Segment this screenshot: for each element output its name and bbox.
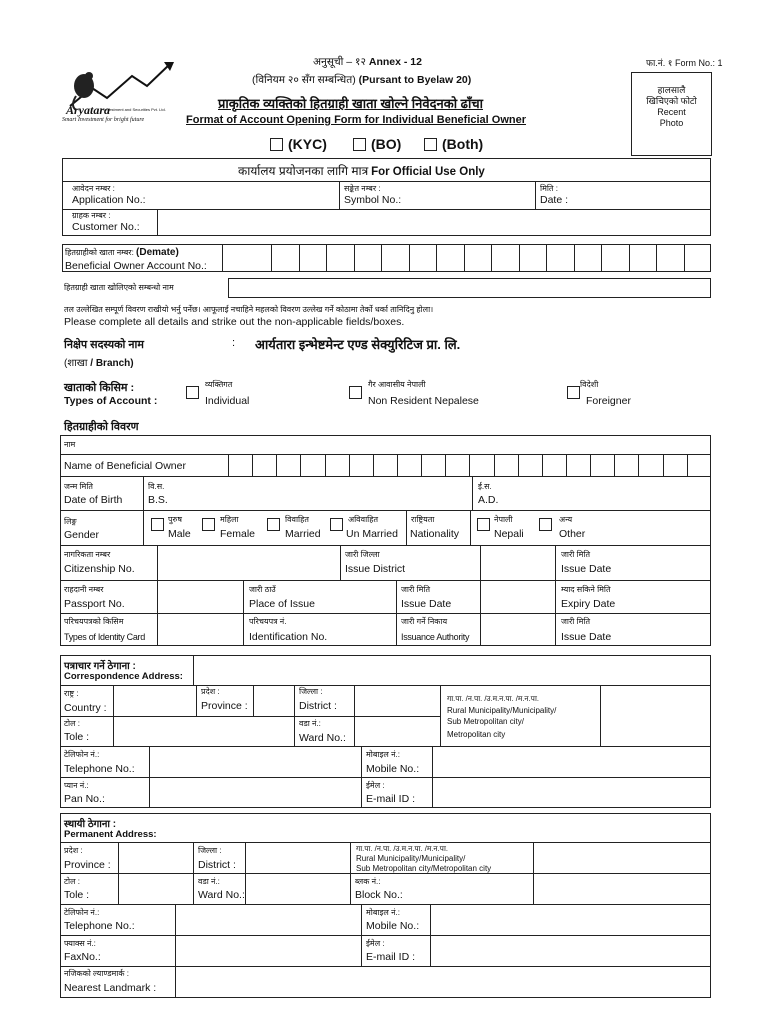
nepali-checkbox[interactable]	[477, 518, 490, 531]
corr-muni-np: गा.पा. /न.पा. /उ.म.न.पा. /म.न.पा.	[447, 694, 539, 703]
official-title-en: For Official Use Only	[371, 166, 485, 178]
issue-district-np: जारी जिल्ला	[345, 550, 380, 559]
id-no-en: Identification No.	[249, 631, 328, 643]
title-np: प्राकृतिक व्यक्तिको हितग्राही खाता खोल्ने निवेदनको ढाँचा	[218, 96, 483, 111]
perm-district-np: जिल्ला :	[198, 846, 222, 855]
account-request-np: हितग्राही खाता खोलिएको सम्बन्धो नाम	[64, 283, 174, 292]
authority-np: जारी गर्ने निकाय	[401, 617, 448, 626]
perm-tel-np: टेलिफोन नं.:	[64, 908, 100, 917]
date-np: मिति :	[540, 184, 558, 193]
title-en: Format of Account Opening Form for Individual Beneficial Owner	[186, 114, 527, 126]
account-request-input[interactable]	[228, 278, 711, 298]
perm-block-en: Block No.:	[355, 889, 403, 901]
corr-tel-np: टेलिफोन नं.:	[64, 750, 100, 759]
perm-title-np: स्थायी ठेगाना :	[64, 819, 117, 830]
foreigner-en: Foreigner	[586, 395, 631, 407]
perm-mobile-np: मोबाइल नं.:	[366, 908, 400, 917]
expiry-np: म्याद सकिने मिति	[561, 585, 611, 594]
id-issue-date-en: Issue Date	[561, 631, 612, 643]
id-type-en: Types of Identity Card	[64, 632, 145, 642]
annex-line	[313, 56, 422, 68]
corr-pan-en: Pan No.:	[64, 793, 105, 805]
perm-landmark-np: नजिकको ल्याण्डमार्क :	[64, 969, 129, 978]
corr-ward-np: वडा नं.:	[299, 719, 321, 728]
dp-branch	[64, 355, 134, 369]
instructions-np: तल उल्लेखित सम्पूर्ण विवरण राखीयो भर्नु पर्नेछ। आफूलाई नचाहिने महलको विवरण उल्लेख गर्ने कोठामा तेर्को धर्का तानिदिनु होला।	[64, 305, 434, 314]
male-en: Male	[168, 528, 191, 540]
male-checkbox[interactable]	[151, 518, 164, 531]
corr-muni-en-2: Sub Metropolitan city/	[447, 717, 524, 726]
perm-muni-en-2: Sub Metropolitan city/Metropolitan city	[356, 864, 492, 873]
married-en: Married	[285, 528, 321, 540]
dp-branch-en: / Branch)	[90, 358, 134, 369]
other-checkbox[interactable]	[539, 518, 552, 531]
individual-checkbox[interactable]	[186, 386, 199, 399]
photo-np-2: खिचिएको फोटो	[646, 96, 697, 106]
permanent-table	[60, 813, 711, 998]
perm-fax-en: FaxNo.:	[64, 951, 101, 963]
official-title-np: कार्यालय प्रयोजनका लागि मात्र	[238, 164, 369, 178]
corr-pan-np: प्यान नं.:	[64, 781, 89, 790]
gender-en: Gender	[64, 529, 100, 541]
bo-account-demat: (Demate)	[136, 247, 179, 258]
corr-muni-en-3: Metropolitan city	[447, 730, 506, 739]
nationality-en: Nationality	[410, 528, 460, 540]
married-checkbox[interactable]	[267, 518, 280, 531]
bo-checkbox[interactable]	[353, 138, 366, 151]
annex-en: Annex - 12	[368, 56, 422, 68]
corr-country-en: Country :	[64, 702, 107, 714]
form-no-np: फा.नं. १	[646, 58, 673, 68]
logo-text: Aryatara	[66, 103, 111, 117]
gender-np: लिङ्ग	[64, 517, 77, 526]
dob-np: जन्म मिति	[64, 482, 93, 491]
corr-province-en: Province :	[201, 700, 248, 712]
other-np: अन्य	[559, 515, 573, 524]
corr-tole-np: टोल :	[64, 719, 80, 728]
corr-email-en: E-mail ID :	[366, 793, 416, 805]
place-en: Place of Issue	[249, 598, 315, 610]
kyc-label: (KYC)	[288, 136, 327, 152]
name-grid[interactable]	[228, 454, 711, 476]
perm-tole-en: Tole :	[64, 889, 90, 901]
corr-ward-en: Ward No.:	[299, 732, 346, 744]
customer-np: ग्राहक नम्बर :	[72, 211, 111, 220]
passport-issue-date-np: जारी मिति	[401, 585, 431, 594]
corr-email-np: ईमेल :	[366, 781, 385, 790]
perm-landmark-en: Nearest Landmark :	[64, 982, 157, 994]
id-no-np: परिचयपत्र नं.	[249, 617, 287, 626]
dp-label-np: निक्षेप सदस्यको नाम	[64, 339, 144, 351]
female-checkbox[interactable]	[202, 518, 215, 531]
unmarried-en: Un Married	[346, 528, 398, 540]
perm-province-np: प्रदेश :	[64, 846, 83, 855]
application-np: आवेदन नम्बर :	[72, 184, 115, 193]
corr-title-en: Correspondence Address:	[64, 671, 183, 682]
dob-en: Date of Birth	[64, 494, 123, 506]
perm-ward-en: Ward No.:	[198, 889, 245, 901]
passport-en: Passport No.	[64, 598, 125, 610]
form-no-en: Form No.: 1	[674, 58, 723, 68]
photo-en-2: Photo	[659, 118, 684, 128]
female-np: महिला	[220, 515, 239, 524]
expiry-en: Expiry Date	[561, 598, 616, 610]
corr-mobile-np: मोबाइल नं.:	[366, 750, 400, 759]
account-type-en: Types of Account :	[64, 395, 158, 407]
perm-fax-np: फ्याक्स नं.:	[64, 939, 96, 948]
corr-tel-en: Telephone No.:	[64, 763, 135, 775]
bo-account-np	[65, 248, 179, 257]
nrn-np: गैर आवासीय नेपाली	[368, 380, 426, 389]
byelaw-np: (विनियम २० सँग सम्बन्धित)	[252, 74, 356, 86]
official-title	[238, 162, 485, 179]
unmarried-checkbox[interactable]	[330, 518, 343, 531]
bs-en: B.S.	[148, 494, 168, 506]
corr-country-np: राष्ट्र :	[64, 689, 79, 698]
form-number	[646, 56, 722, 69]
dp-value: आर्यतारा इन्भेष्टमेन्ट एण्ड सेक्युरिटिज प्रा. लि.	[255, 337, 461, 352]
nepali-en: Nepali	[494, 528, 524, 540]
dp-colon: :	[232, 337, 236, 349]
kyc-checkbox[interactable]	[270, 138, 283, 151]
unmarried-np: अविवाहित	[348, 515, 379, 524]
corr-province-np: प्रदेश :	[201, 687, 220, 696]
issue-date-np: जारी मिति	[561, 550, 591, 559]
male-np: पुरुष	[168, 515, 182, 524]
perm-email-np: ईमेल :	[366, 939, 385, 948]
corr-district-np: जिल्ला :	[299, 687, 323, 696]
account-type-np: खाताको किसिम :	[64, 382, 135, 394]
ad-en: A.D.	[478, 494, 499, 506]
citizenship-np: नागरिकता नम्बर	[64, 550, 111, 559]
individual-np: व्यक्तिगत	[205, 380, 233, 389]
byelaw-en: (Pursant to Byelaw 20)	[358, 74, 472, 86]
nrn-en: Non Resident Nepalese	[368, 395, 479, 407]
perm-muni-en-1: Rural Municipality/Municipality/	[356, 854, 466, 863]
perm-mobile-en: Mobile No.:	[366, 920, 420, 932]
name-en: Name of Beneficial Owner	[64, 460, 186, 472]
annex-np: अनुसूची – १२	[313, 56, 366, 68]
individual-en: Individual	[205, 395, 250, 407]
bo-label: (BO)	[371, 136, 402, 152]
dp-branch-np: (शाखा	[64, 358, 88, 369]
perm-tel-en: Telephone No.:	[64, 920, 135, 932]
id-issue-date-np: जारी मिति	[561, 617, 591, 626]
symbol-en: Symbol No.:	[344, 194, 402, 206]
foreigner-checkbox[interactable]	[567, 386, 580, 399]
customer-input[interactable]	[160, 211, 708, 234]
corr-district-en: District :	[299, 700, 337, 712]
nationality-np: राष्ट्रियता	[411, 515, 435, 524]
issue-date-en: Issue Date	[561, 563, 612, 575]
foreigner-np: विदेशी	[580, 380, 599, 389]
corr-tole-en: Tole :	[64, 731, 90, 743]
corr-muni-en-1: Rural Municipality/Municipality/	[447, 706, 557, 715]
bo-account-label-np: हितग्राहीको खाता नम्बर:	[65, 248, 134, 257]
corr-title-np: पत्राचार गर्ने ठेगाना :	[64, 661, 136, 672]
logo-tagline: Smart Investment for bright future	[62, 117, 145, 123]
id-type-np: परिचयपत्रको किसिम	[64, 617, 124, 626]
perm-tole-np: टोल :	[64, 877, 80, 886]
bo-account-grid[interactable]	[222, 244, 711, 272]
date-en: Date :	[540, 194, 569, 206]
perm-block-np: ब्लक नं.:	[355, 877, 381, 886]
perm-district-en: District :	[198, 859, 236, 871]
other-en: Other	[559, 528, 586, 540]
corr-mobile-en: Mobile No.:	[366, 763, 420, 775]
instructions-en: Please complete all details and strike out the non-applicable fields/boxes.	[64, 316, 405, 328]
married-np: विवाहित	[285, 515, 309, 524]
passport-np: राहदानी नम्बर	[64, 585, 104, 594]
application-input[interactable]	[160, 183, 336, 207]
citizenship-en: Citizenship No.	[64, 563, 135, 575]
perm-muni-np: गा.पा. /न.पा. /उ.म.न.पा. /म.न.पा.	[356, 844, 448, 853]
ad-np: ई.स.	[478, 482, 492, 491]
customer-en: Customer No.:	[72, 221, 140, 233]
bs-np: वि.स.	[148, 482, 165, 491]
perm-ward-np: वडा नं.:	[198, 877, 220, 886]
logo-subtext: Investment and Securities Pvt. Ltd.	[104, 107, 166, 112]
female-en: Female	[220, 528, 256, 540]
name-np: नाम	[64, 440, 76, 449]
both-label: (Both)	[442, 136, 484, 152]
photo-en-1: Recent	[657, 107, 686, 117]
application-en: Application No.:	[72, 194, 146, 206]
symbol-np: सङ्केत नम्बर :	[344, 184, 381, 193]
perm-title-en: Permanent Address:	[64, 829, 157, 840]
perm-email-en: E-mail ID :	[366, 951, 416, 963]
bo-account-en: Beneficial Owner Account No.:	[65, 260, 207, 272]
passport-issue-date-en: Issue Date	[401, 598, 452, 610]
byelaw-line	[252, 74, 471, 86]
both-checkbox[interactable]	[424, 138, 437, 151]
nepali-np: नेपाली	[494, 515, 513, 524]
issue-district-en: Issue District	[345, 563, 406, 575]
authority-en: Issuance Authority	[401, 632, 470, 642]
photo-np-1: हालसालै	[657, 85, 686, 95]
place-np: जारी ठाउँ	[249, 585, 276, 594]
nrn-checkbox[interactable]	[349, 386, 362, 399]
photo-box[interactable]	[631, 72, 712, 156]
perm-province-en: Province :	[64, 859, 111, 871]
bo-details-title: हितग्राहीको विवरण	[64, 421, 139, 433]
